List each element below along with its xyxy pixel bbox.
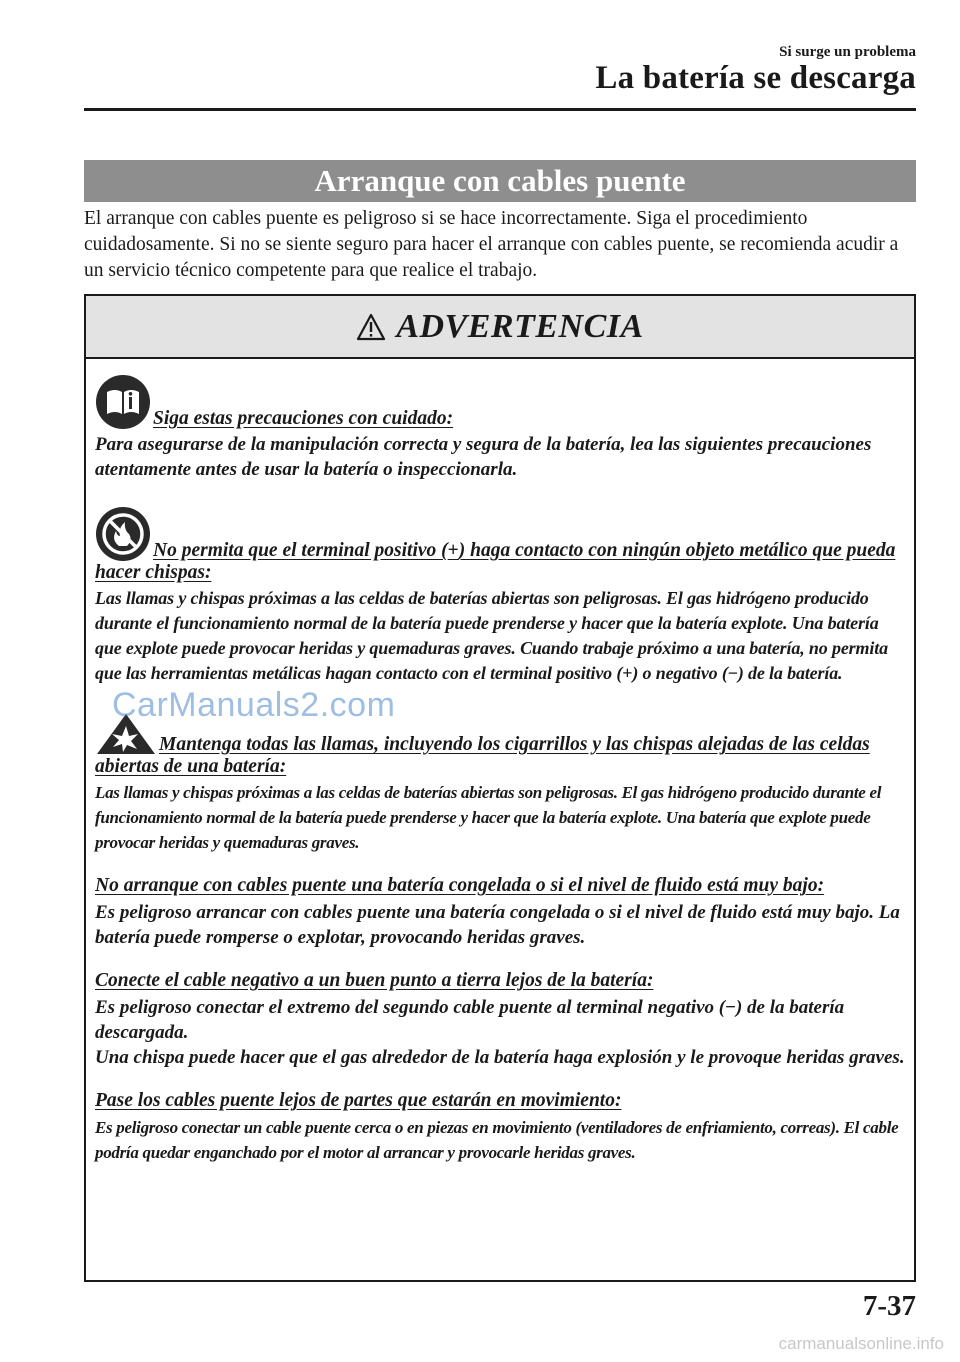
page-title: La batería se descarga — [595, 60, 916, 96]
item-body: Es peligroso conectar el extremo del segundo cable puente al terminal negativo (−) de la batería descargada. — [95, 997, 845, 1043]
warning-item — [95, 1090, 906, 1165]
no-fire-icon — [95, 506, 151, 562]
plus-symbol: + — [622, 663, 633, 683]
page-number: 7-37 — [862, 1290, 916, 1322]
plus-symbol: + — [447, 540, 459, 561]
warning-title: ADVERTENCIA — [396, 307, 644, 345]
section-title: Arranque con cables puente — [84, 160, 916, 202]
header-rule — [84, 108, 916, 111]
footer-url: carmanualsonline.info — [778, 1334, 944, 1353]
warning-item — [95, 875, 906, 950]
item-body: Es peligroso conectar un cable puente cerca o en piezas en movimiento (ventiladores de enfriamiento, correas). El cable podría quedar enganchado por el motor al arrancar y provocarle heridas graves. — [95, 1118, 899, 1162]
warning-item — [95, 970, 906, 1070]
minus-symbol: − — [725, 997, 736, 1018]
watermark-text: CarManuals2.com — [112, 686, 396, 724]
item-heading: Pase los cables puente lejos de partes que estarán en movimiento: — [95, 1090, 622, 1111]
item-body: Para asegurarse de la manipulación correcta y segura de la batería, lea las siguientes precauciones atentamente antes de usar la batería o inspeccionarla. — [95, 434, 872, 480]
intro-paragraph: El arranque con cables puente es peligroso si se hace incorrectamente. Siga el procedimiento cuidadosamente. Si no se siente seguro para hacer el arranque con cables puente, se recomienda acudir a un servicio técnico competente para que realice el trabajo. — [84, 208, 899, 281]
header-section: Si surge un problema — [779, 44, 916, 60]
item-body: Es peligroso arrancar con cables puente una batería congelada o si el nivel de fluido está muy bajo. La batería puede romperse o explotar, provocando heridas graves. — [95, 902, 900, 948]
item-heading: No arranque con cables puente una batería congelada o si el nivel de fluido está muy bajo: — [95, 875, 825, 896]
item-body: Las llamas y chispas próximas a las celdas de baterías abiertas son peligrosas. El gas hidrógeno producido durante el funcionamiento normal de la batería puede prenderse y hacer que la batería explote. Una batería que explote puede provocar heridas y quemaduras graves. Cuando trabaje próximo a una batería, no permita que las herramientas metálicas hagan contacto con el terminal positivo (+) o negativo (−) de la batería. — [95, 588, 888, 683]
item-heading: No permita que el terminal positivo (+) haga contacto con ningún objeto metálico que pueda hacer chispas: — [95, 540, 896, 583]
warning-item — [95, 506, 906, 686]
item-heading: Mantenga todas las llamas, incluyendo los cigarrillos y las chispas alejadas de las celdas abiertas de una batería: — [95, 734, 870, 777]
warning-triangle-icon — [356, 313, 386, 341]
warning-box — [84, 294, 916, 1282]
item-heading: Siga estas precauciones con cuidado: — [153, 408, 454, 429]
warning-item — [95, 712, 906, 855]
warning-body — [86, 374, 914, 1165]
item-body: Una chispa puede hacer que el gas alrededor de la batería haga explosión y le provoque heridas graves. — [95, 1047, 905, 1068]
manual-book-icon — [95, 374, 151, 430]
warning-item — [95, 374, 906, 482]
minus-symbol: − — [727, 663, 738, 683]
item-body: Las llamas y chispas próximas a las celdas de baterías abiertas son peligrosas. El gas hidrógeno producido durante el funcionamiento normal de la batería puede prenderse y hacer que la batería explote. Una batería que explote puede provocar heridas y quemaduras graves. — [95, 783, 882, 852]
item-heading: Conecte el cable negativo a un buen punto a tierra lejos de la batería: — [95, 970, 654, 991]
warning-header — [86, 296, 914, 359]
